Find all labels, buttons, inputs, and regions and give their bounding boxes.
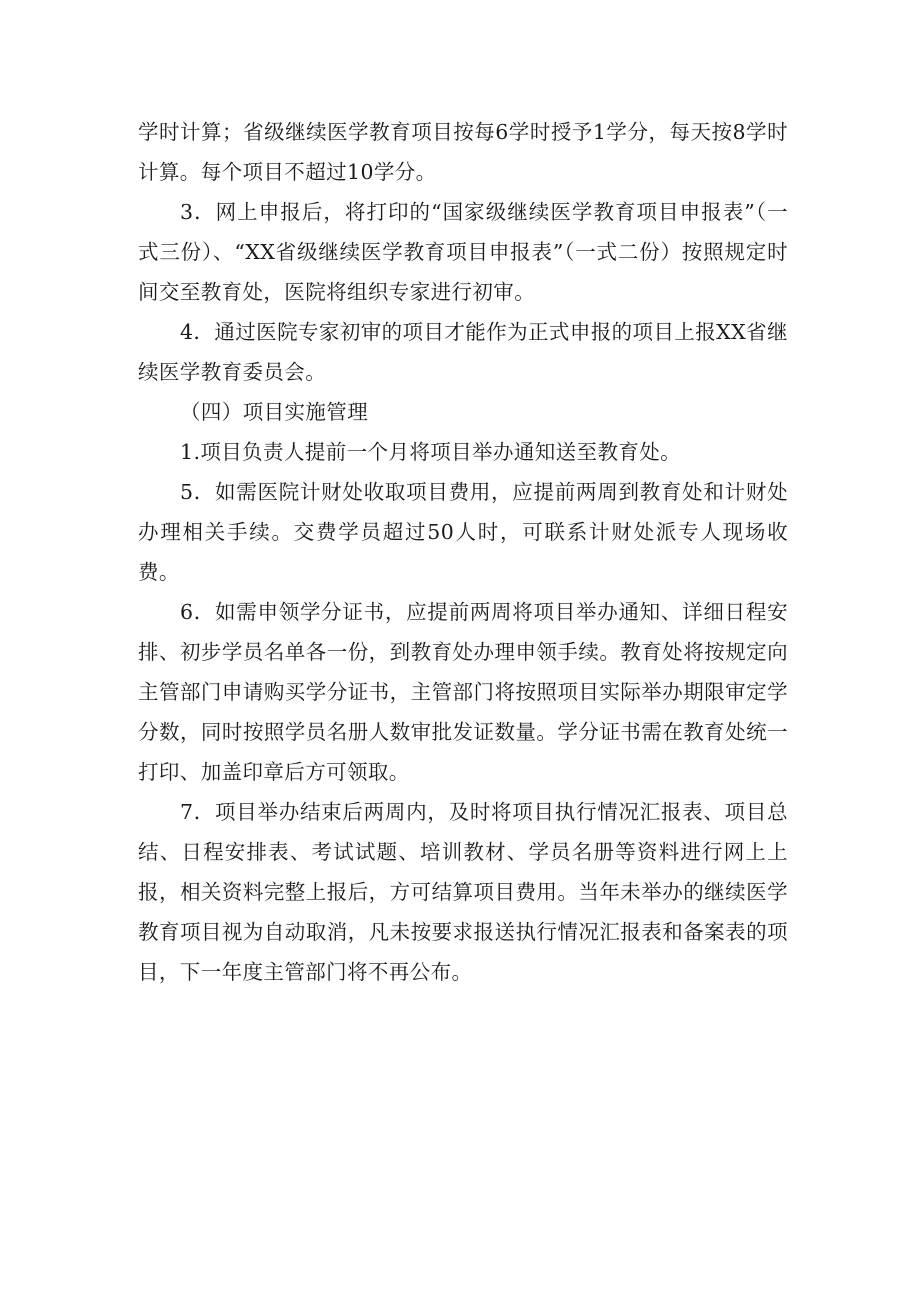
document-page [138, 112, 788, 992]
paragraph-item-3: 3．网上申报后，将打印的“国家级继续医学教育项目申报表”（一式三份）、“XX省级继续医学教育项目申报表”（一式二份）按照规定时间交至教育处，医院将组织专家进行初审。 [138, 200, 788, 304]
section-heading-implementation: （四）项目实施管理 [180, 400, 369, 424]
paragraph-continuation: 学时计算；省级继续医学教育项目按每6学时授予1学分，每天按8学时计算。每个项目不超过10学分。 [138, 120, 788, 184]
paragraph-item-4: 4．通过医院专家初审的项目才能作为正式申报的项目上报XX省继续医学教育委员会。 [138, 320, 788, 384]
paragraph-impl-7: 7．项目举办结束后两周内，及时将项目执行情况汇报表、项目总结、日程安排表、考试试题、培训教材、学员名册等资料进行网上上报，相关资料完整上报后，方可结算项目费用。当年未举办的继续医学教育项目视为自动取消，凡未按要求报送执行情况汇报表和备案表的项目，下一年度主管部门将不再公布。 [138, 800, 788, 984]
paragraph-impl-6: 6．如需申领学分证书，应提前两周将项目举办通知、详细日程安排、初步学员名单各一份，到教育处办理申领手续。教育处将按规定向主管部门申请购买学分证书，主管部门将按照项目实际举办期限审定学分数，同时按照学员名册人数审批发证数量。学分证书需在教育处统一打印、加盖印章后方可领取。 [138, 600, 788, 784]
paragraph-impl-1: 1.项目负责人提前一个月将项目举办通知送至教育处。 [180, 440, 682, 464]
paragraph-impl-5: 5．如需医院计财处收取项目费用，应提前两周到教育处和计财处办理相关手续。交费学员超过50人时，可联系计财处派专人现场收费。 [138, 480, 788, 584]
